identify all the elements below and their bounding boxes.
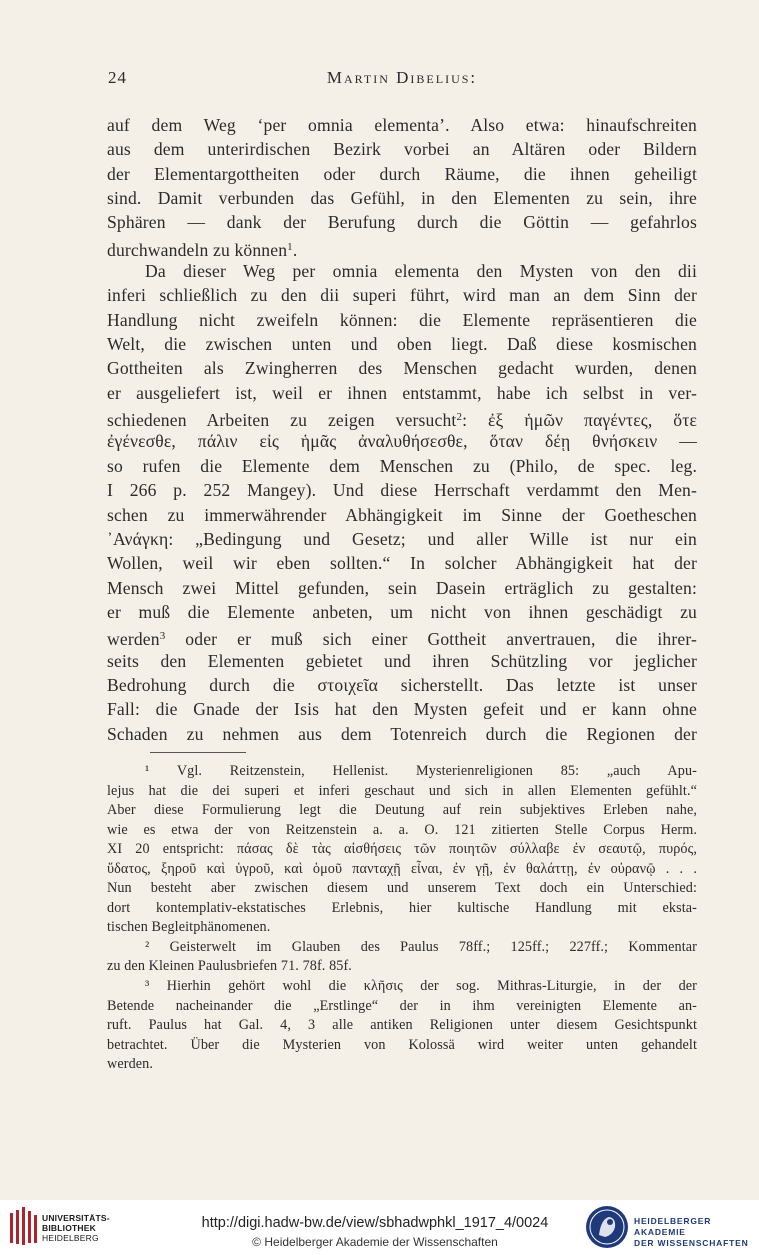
footnote-line: betrachtet. Über die Mysterien von Kolossä wird weiter unten gehandelt: [107, 1036, 697, 1053]
text-line: I 266 p. 252 Mangey). Und diese Herrschaft verdammt den Men-: [107, 480, 697, 501]
text-line: schen zu immerwährender Abhängigkeit im Sinne der Goetheschen: [107, 504, 697, 525]
text-line: seits den Elementen gebietet und ihren Schützling vor jeglicher: [107, 650, 697, 671]
text-line: Fall: die Gnade der Isis hat den Mysten gefeit und er kann ohne: [107, 699, 697, 720]
footnote-line: XI 20 entspricht: πάσας δὲ τὰς αἰσθήσεις τῶν ποιητῶν σύλλαβε ἐν σεαυτῷ, πυρός,: [107, 841, 697, 858]
footnote-line: lejus hat die dei superi et inferi geschaut und sich in allen Elementen gefühlt.“: [107, 782, 697, 799]
text-line: Gottheiten als Zwingherren des Menschen gedacht wurden, denen: [107, 358, 697, 379]
footnote-line: Nun besteht aber zwischen diesem und unserem Text doch ein Unterschied:: [107, 880, 697, 897]
text-line: [107, 624, 697, 648]
text-line: Schaden zu nehmen aus dem Totenreich durch die Regionen der: [107, 723, 697, 744]
footnote-line: zu den Kleinen Paulusbriefen 71. 78f. 85f.: [107, 958, 352, 975]
text-line: sind. Damit verbunden das Gefühl, in den Elementen zu sein, ihre: [107, 188, 697, 209]
text-line: [107, 405, 697, 429]
footnote-line: tischen Begleitphänomenen.: [107, 919, 271, 936]
text-line: aus dem unterirdischen Bezirk vorbei an Altären oder Bildern: [107, 139, 697, 160]
text-line: ἐγένεσθε, πάλιν εἰς ἡμᾶς ἀναλυθήσεσθε, ὅταν δέῃ θνήσκειν —: [107, 431, 697, 452]
footnote-line: Betende nacheinander die „Erstlinge“ der in ihm vereinigten Elemente an-: [107, 997, 697, 1014]
footnote-line: ὕδατος, ξηροῦ καὶ ὑγροῦ, καὶ ὁμοῦ πανταχῇ εἶναι, ἐν γῇ, ἐν θαλάττῃ, ἐν οὐρανῷ . . .: [107, 860, 697, 877]
text-fragment: : ἐξ ἡμῶν παγέντες, ὅτε: [462, 410, 697, 431]
text-line: er ausgeliefert ist, weil er ihnen entstammt, habe ich selbst in ver-: [107, 382, 697, 403]
footnotes: [107, 762, 697, 1075]
text-line: Bedrohung durch die στοιχεῖα sicherstellt. Das letzte ist unser: [107, 674, 697, 695]
footnote-divider: [150, 752, 246, 753]
text-line: Wollen, weil wir eben sollten.“ In solcher Abhängigkeit hat der: [107, 553, 697, 574]
footnote-mark: 3: [159, 630, 166, 643]
text-line: auf dem Weg ‘per omnia elementa’. Also etwa: hinaufschreiten: [107, 115, 697, 135]
main-text: [107, 113, 697, 746]
text-line: durchwandeln zu können$^1$.: [107, 239, 298, 260]
university-library-logo-icon[interactable]: [8, 1207, 38, 1247]
university-line: HEIDELBERG: [42, 1233, 99, 1243]
footnote-line: dort kontemplativ-ekstatisches Erlebnis, hier kultische Handlung mit eksta-: [107, 899, 697, 916]
university-line: BIBLIOTHEK: [42, 1223, 96, 1233]
academy-line: HEIDELBERGER AKADEMIE: [634, 1216, 712, 1237]
footnote-line: ² Geisterwelt im Glauben des Paulus 78ff.; 125ff.; 227ff.; Kommentar: [145, 938, 697, 955]
text-line: Handlung nicht zweifeln können: die Elemente repräsentieren die: [107, 309, 697, 330]
text-fragment: durchwandeln zu können: [107, 239, 288, 260]
text-line: Welt, die zwischen unten und oben liegt. Daß diese kosmischen: [107, 334, 697, 355]
page-number: 24: [108, 68, 127, 87]
footnote-line: werden.: [107, 1056, 153, 1073]
university-line: UNIVERSITÄTS-: [42, 1213, 110, 1223]
footnote-mark: 1: [287, 240, 293, 253]
text-fragment: werden: [107, 629, 160, 650]
text-line: Da dieser Weg per omnia elementa den Mysten von den dii: [145, 261, 697, 282]
text-line: Mensch zwei Mittel gefunden, sein Dasein erträglich zu gestalten:: [107, 577, 697, 598]
footnote-line: ruft. Paulus hat Gal. 4, 3 alle antiken Religionen unter diesem Gesichtspunkt: [107, 1017, 697, 1034]
academy-name: [634, 1216, 759, 1249]
text-fragment: oder er muß sich einer Gottheit anvertrauen, die ihrer-: [165, 629, 697, 650]
page-header: [108, 68, 696, 92]
text-line: so rufen die Elemente dem Menschen zu (Philo, de spec. leg.: [107, 455, 697, 476]
text-line: inferi schließlich zu den dii superi führt, wird man an dem Sinn der: [107, 285, 697, 306]
footnote-line: wie es etwa der von Reitzenstein a. a. O. 121 zitierten Stelle Corpus Herm.: [107, 821, 697, 838]
copyright-notice: © Heidelberger Akademie der Wissenschaften: [252, 1235, 498, 1249]
footnote-line: ³ Hierhin gehört wohl die κλῆσις der sog. Mithras-Liturgie, in der der: [145, 978, 697, 995]
text-line: Sphären — dank der Berufung durch die Göttin — gefahrlos: [107, 212, 697, 233]
viewer-footer: [0, 1200, 759, 1255]
running-title: Martin Dibelius:: [326, 68, 478, 87]
text-line: der Elementargottheiten oder durch Räume, die ihnen geheiligt: [107, 163, 697, 184]
text-line: er muß die Elemente anbeten, um nicht von ihnen geschädigt zu: [107, 601, 697, 622]
footnote-mark: 2: [456, 411, 463, 424]
footnote-line: ¹ Vgl. Reitzenstein, Hellenist. Mysterienreligionen 85: „auch Apu-: [145, 763, 697, 779]
university-library-name: [42, 1213, 110, 1243]
academy-line: DER WISSENSCHAFTEN: [634, 1238, 749, 1248]
text-line: ᾿Ανάγκη: „Bedingung und Gesetz; und aller Wille ist nur ein: [107, 528, 697, 549]
permalink-url[interactable]: http://digi.hadw-bw.de/view/sbhadwphkl_1917_4/0024: [201, 1215, 549, 1231]
text-fragment: schiedenen Arbeiten zu zeigen versucht: [107, 410, 457, 431]
academy-seal-icon[interactable]: [585, 1205, 629, 1249]
footnote-line: Aber diese Formulierung legt die Deutung auf rein subjektives Erleben nahe,: [107, 802, 697, 819]
